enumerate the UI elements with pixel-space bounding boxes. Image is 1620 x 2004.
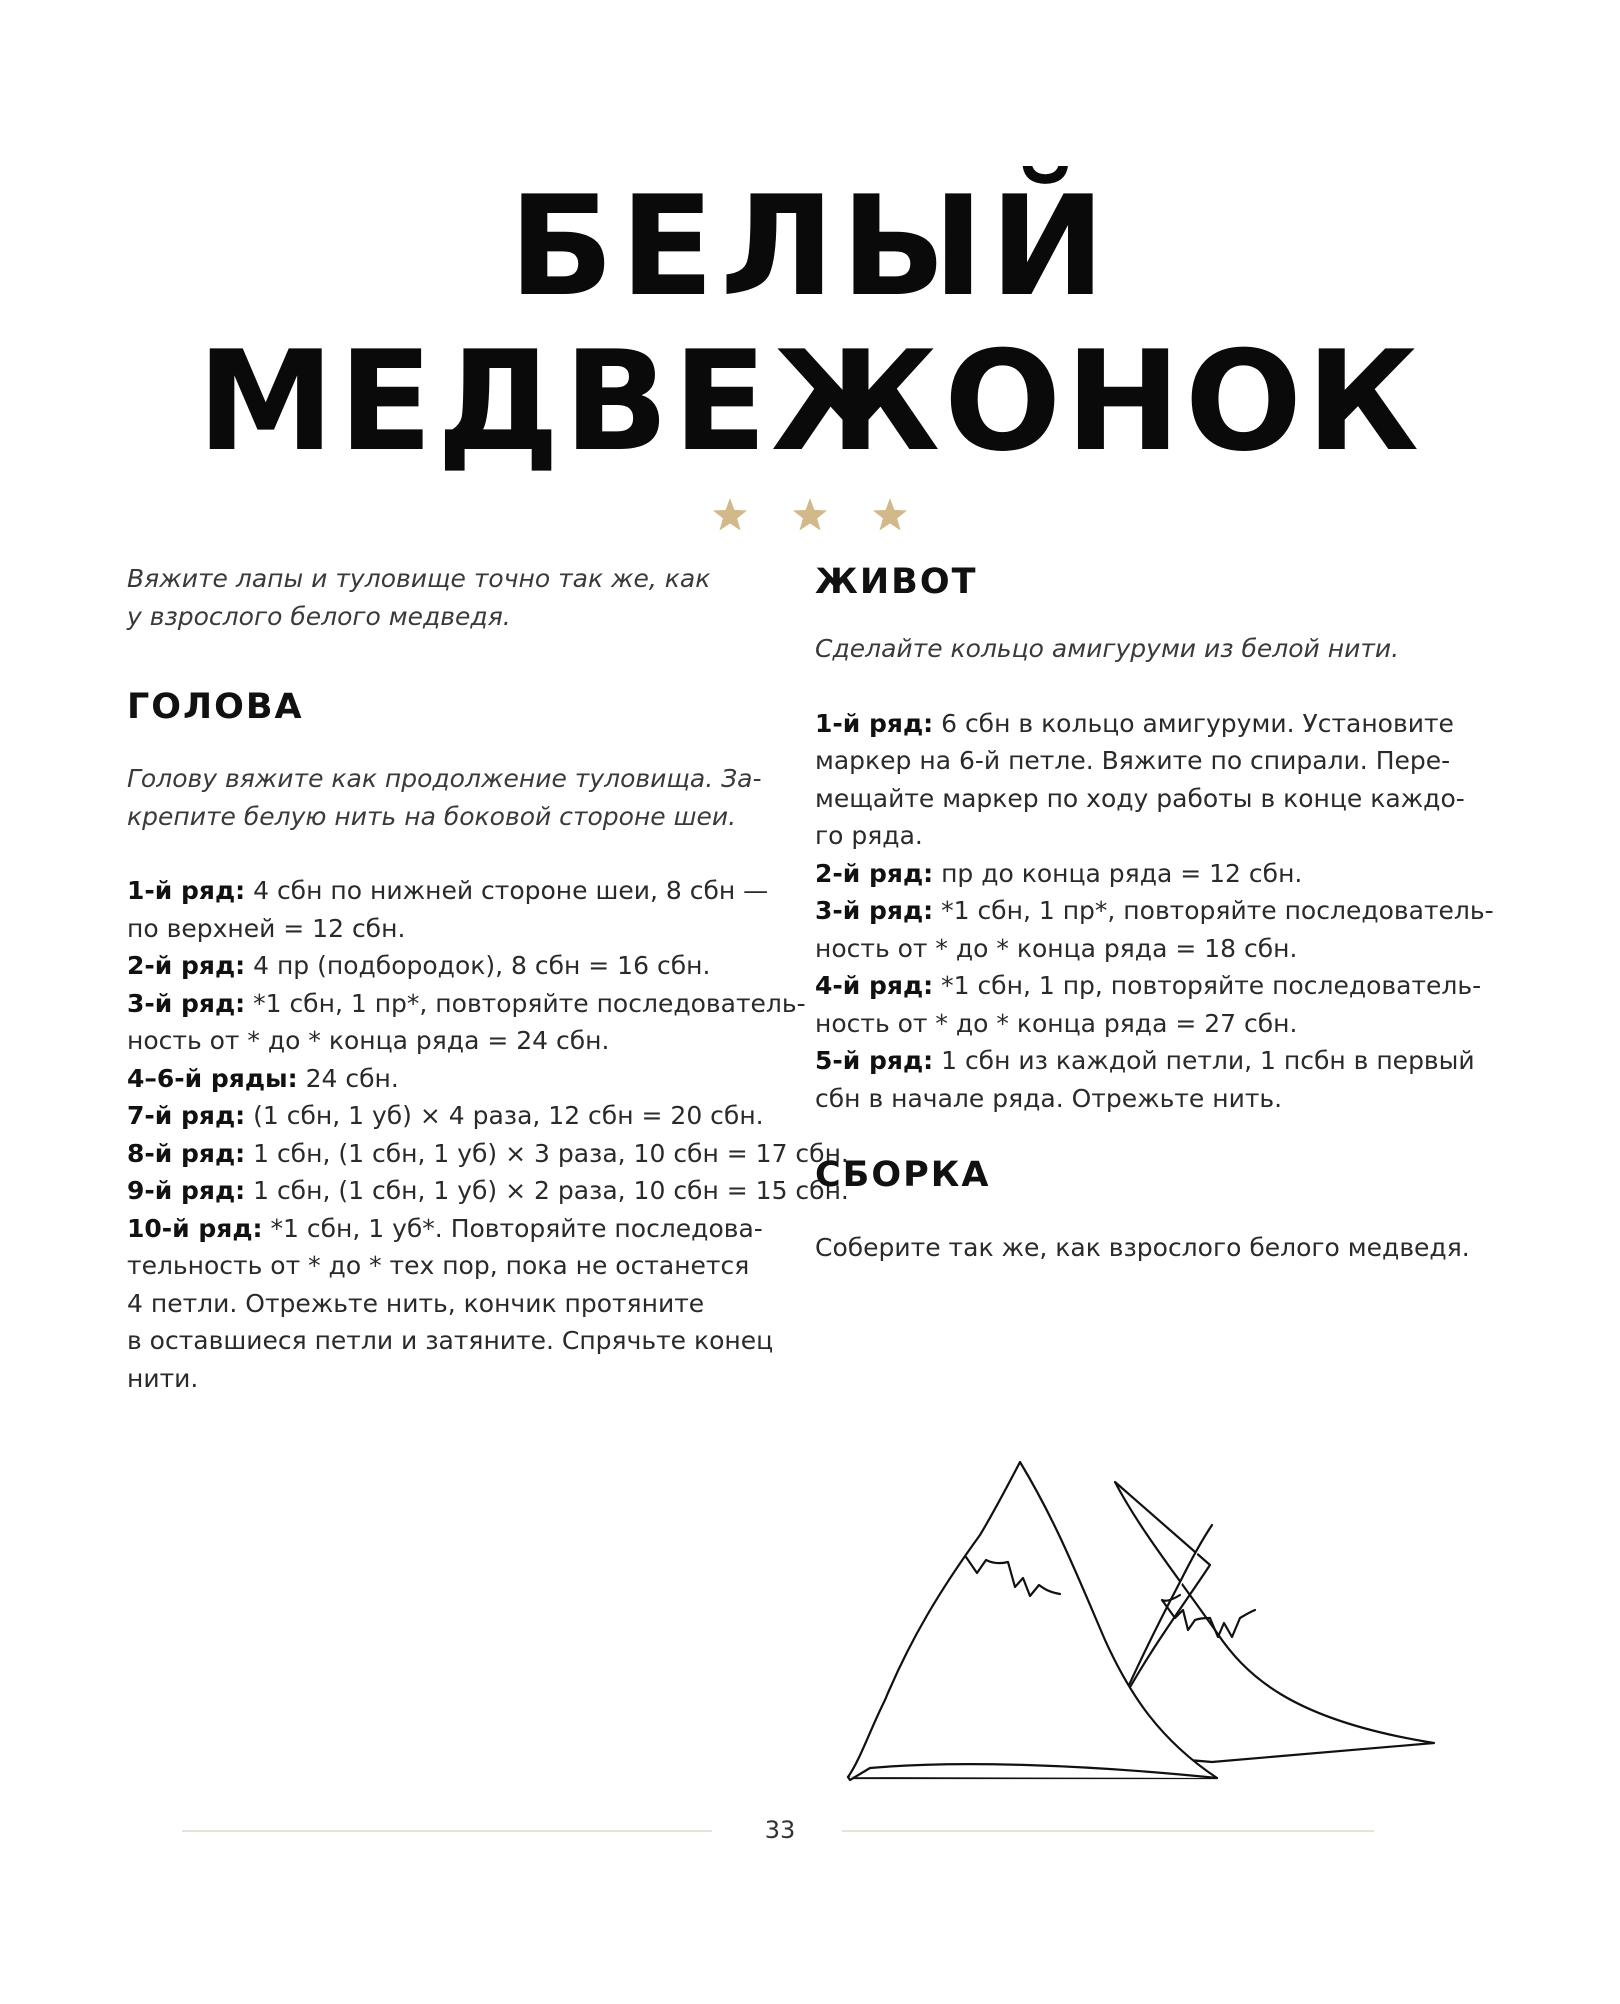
row-text: мещайте маркер по ходу работы в конце каждо- bbox=[815, 783, 1465, 813]
text-line: крепите белую нить на боковой стороне шеи. bbox=[127, 801, 737, 831]
page-number: 33 bbox=[764, 1816, 796, 1844]
difficulty-stars bbox=[708, 495, 912, 535]
footer-divider-right bbox=[842, 1830, 1374, 1832]
row-label: 9-й ряд: bbox=[127, 1176, 246, 1205]
row-text: 24 сбн. bbox=[297, 1063, 399, 1093]
row-label: 2-й ряд: bbox=[127, 951, 246, 980]
instruction-line bbox=[127, 1285, 777, 1323]
instruction-line bbox=[127, 910, 777, 948]
footer-divider-left bbox=[182, 1830, 712, 1832]
row-text: сбн в начале ряда. Отрежьте нить. bbox=[815, 1083, 1283, 1113]
row-text: 1 сбн из каждой петли, 1 псбн в первый bbox=[933, 1046, 1475, 1075]
row-text: ность от * до * конца ряда = 18 сбн. bbox=[815, 933, 1298, 963]
head-intro bbox=[127, 760, 777, 835]
instruction-line bbox=[127, 1097, 777, 1135]
row-label: 1-й ряд: bbox=[815, 708, 934, 738]
right-column bbox=[815, 562, 1515, 1267]
instruction-line bbox=[127, 1210, 777, 1248]
row-label: 3-й ряд: bbox=[127, 988, 246, 1018]
head-instructions bbox=[127, 872, 849, 1397]
instruction-line bbox=[127, 1022, 777, 1060]
row-text: 4 сбн по нижней стороне шеи, 8 сбн — bbox=[245, 876, 769, 905]
row-label: 8-й ряд: bbox=[127, 1138, 246, 1168]
row-text: по верхней = 12 сбн. bbox=[127, 913, 406, 943]
row-text: *1 сбн, 1 пр*, повторяйте последователь- bbox=[245, 988, 806, 1018]
instruction-line bbox=[127, 1360, 777, 1398]
text-line: у взрослого белого медведя. bbox=[127, 601, 511, 631]
row-label: 2-й ряд: bbox=[815, 858, 934, 888]
star-icon bbox=[873, 498, 907, 531]
row-text: ность от * до * конца ряда = 27 сбн. bbox=[815, 1008, 1298, 1038]
star-icon bbox=[713, 498, 747, 531]
page-title-line-2: МЕДВЕЖОНОК bbox=[197, 321, 1423, 482]
instruction-line bbox=[815, 855, 1515, 893]
row-text: *1 сбн, 1 уб*. Повторяйте последова- bbox=[262, 1213, 763, 1243]
row-label: 5-й ряд: bbox=[815, 1046, 934, 1075]
instruction-line bbox=[127, 1060, 777, 1098]
instruction-line bbox=[815, 1080, 1515, 1118]
instruction-line bbox=[127, 1135, 849, 1173]
row-label: 4–6-й ряды: bbox=[127, 1063, 298, 1093]
intro-note bbox=[127, 560, 777, 635]
row-label: 4-й ряд: bbox=[815, 971, 934, 1000]
row-text: ность от * до * конца ряда = 24 сбн. bbox=[127, 1026, 610, 1055]
row-text: пр до конца ряда = 12 сбн. bbox=[933, 858, 1303, 888]
row-text: 4 петли. Отрежьте нить, кончик протяните bbox=[127, 1288, 705, 1318]
row-text: 1 сбн, (1 сбн, 1 уб) × 2 раза, 10 сбн = 15 сбн. bbox=[245, 1176, 849, 1205]
row-text: (1 сбн, 1 уб) × 4 раза, 12 сбн = 20 сбн. bbox=[245, 1101, 764, 1130]
instruction-line bbox=[815, 967, 1515, 1005]
instruction-line bbox=[815, 780, 1515, 818]
row-label: 7-й ряд: bbox=[127, 1101, 246, 1130]
belly-heading: ЖИВОТ bbox=[815, 562, 978, 602]
page-title-line-1: БЕЛЫЙ bbox=[508, 166, 1112, 327]
text-line: Вяжите лапы и туловище точно так же, как bbox=[127, 564, 711, 593]
mountains-illustration bbox=[840, 1460, 1450, 1790]
instruction-line bbox=[815, 742, 1515, 780]
instruction-line bbox=[815, 930, 1515, 968]
instruction-line bbox=[815, 892, 1515, 930]
row-text: нити. bbox=[127, 1363, 199, 1393]
instruction-line bbox=[815, 705, 1515, 743]
row-text: *1 сбн, 1 пр, повторяйте последователь- bbox=[933, 971, 1482, 1000]
row-text: в оставшиеся петли и затяните. Спрячьте конец bbox=[127, 1326, 774, 1355]
text-line: Голову вяжите как продолжение туловища. За- bbox=[127, 764, 762, 793]
left-column bbox=[127, 560, 849, 1397]
row-text: 1 сбн, (1 сбн, 1 уб) × 3 раза, 10 сбн = 17 сбн. bbox=[245, 1138, 849, 1168]
instruction-line bbox=[127, 872, 777, 910]
instruction-line bbox=[127, 947, 777, 985]
row-text: 4 пр (подбородок), 8 сбн = 16 сбн. bbox=[245, 951, 711, 980]
instruction-line bbox=[127, 985, 806, 1023]
row-text: 6 сбн в кольцо амигуруми. Установите bbox=[933, 708, 1454, 738]
row-text: тельность от * до * тех пор, пока не останется bbox=[127, 1251, 750, 1280]
instruction-line bbox=[127, 1247, 777, 1285]
instruction-line bbox=[127, 1172, 849, 1210]
head-heading: ГОЛОВА bbox=[127, 687, 304, 727]
belly-intro: Сделайте кольцо амигуруми из белой нити. bbox=[815, 634, 1400, 663]
row-text: маркер на 6-й петле. Вяжите по спирали. Пере- bbox=[815, 746, 1451, 775]
instruction-line bbox=[815, 1005, 1515, 1043]
row-text: го ряда. bbox=[815, 821, 923, 850]
row-label: 3-й ряд: bbox=[815, 896, 934, 925]
assembly-text: Соберите так же, как взрослого белого медведя. bbox=[815, 1233, 1470, 1262]
instruction-line bbox=[815, 817, 1515, 855]
instruction-line bbox=[127, 1322, 777, 1360]
assembly-heading: СБОРКА bbox=[815, 1155, 991, 1195]
belly-instructions bbox=[815, 705, 1515, 1118]
row-label: 1-й ряд: bbox=[127, 876, 246, 905]
row-text: *1 сбн, 1 пр*, повторяйте последователь- bbox=[933, 896, 1494, 925]
row-label: 10-й ряд: bbox=[127, 1213, 263, 1243]
instruction-line bbox=[815, 1042, 1515, 1080]
star-icon bbox=[793, 498, 827, 531]
